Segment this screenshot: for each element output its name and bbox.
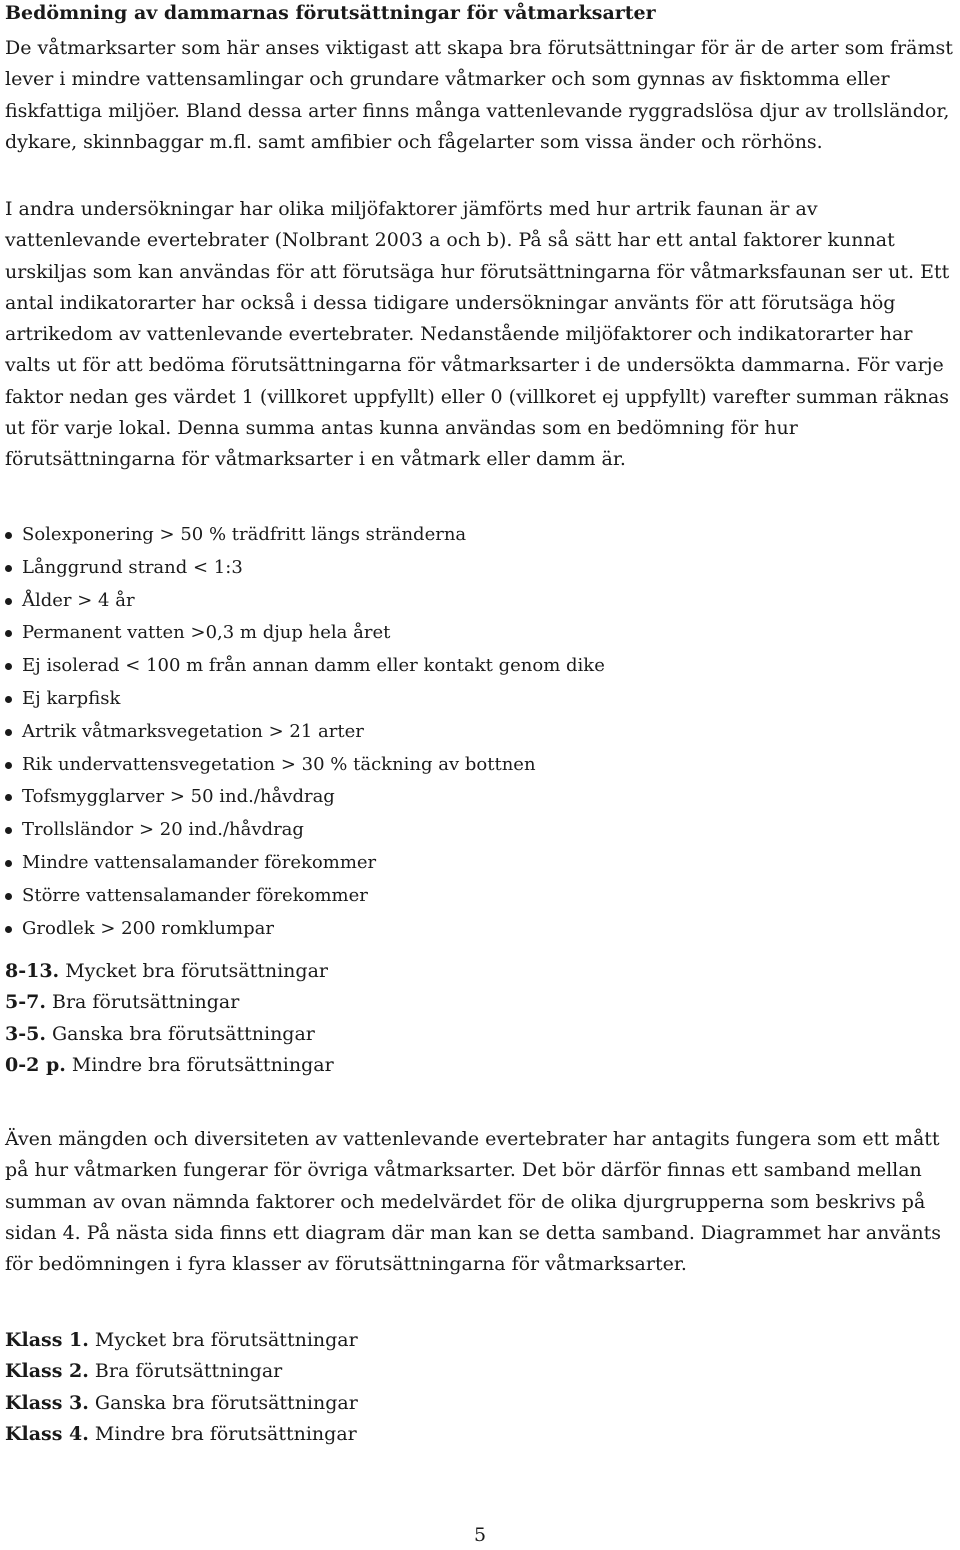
bullet-icon — [5, 598, 12, 605]
factor-item — [5, 585, 605, 618]
factor-item — [5, 749, 605, 782]
class-label: Klass 2. — [5, 1360, 89, 1383]
factor-text: Artrik våtmarksvegetation > 21 arter — [22, 720, 364, 742]
score-row — [5, 956, 334, 987]
factor-item — [5, 650, 605, 683]
bullet-icon — [5, 860, 12, 867]
bullet-icon — [5, 696, 12, 703]
method-paragraph: I andra undersökningar har olika miljöfaktorer jämförts med hur artrik faunan är av vattenlevande evertebrater (Nolbrant 2003 a och b). På så sätt har ett antal faktorer kunnat urskiljas som kan användas för att förutsäga hur förutsättningarna för våtmarksfaunan ser ut. Ett antal indikatorarter har också i dessa tidigare undersökningar använts för att förutsäga hög artrikedom av vattenlevande evertebrater. Nedanstående miljöfaktorer och indikatorarter har valts ut för att bedöma förutsättningarna för våtmarksarter i de undersökta dammarna. För varje faktor nedan ges värdet 1 (villkoret uppfyllt) eller 0 (villkoret ej uppfyllt) varefter summan räknas ut för varje lokal. Denna summa antas kunna användas som en bedömning för hur förutsättningarna för våtmarksarter i en våtmark eller damm är. — [5, 198, 950, 471]
factor-item — [5, 683, 605, 716]
class-text: Bra förutsättningar — [88, 1360, 283, 1383]
factor-text: Långgrund strand < 1:3 — [22, 556, 243, 578]
bullet-icon — [5, 630, 12, 637]
factor-text: Ålder > 4 år — [22, 589, 135, 611]
intro-paragraph: De våtmarksarter som här anses viktigast att skapa bra förutsättningar för är de arter som främst lever i mindre vattensamlingar och grundare våtmarker och som gynnas av fisktomma eller fiskfattiga miljöer. Bland dessa arter finns många vattenlevande ryggradslösa djur av trollsländor, dykare, skinnbaggar m.fl. samt amfibier och fågelarter som vissa änder och rörhöns. — [5, 37, 953, 153]
factor-text: Ej karpfisk — [22, 687, 121, 709]
class-list — [5, 1325, 358, 1450]
score-row — [5, 1019, 334, 1050]
factor-item — [5, 781, 605, 814]
bullet-icon — [5, 663, 12, 670]
factor-item — [5, 913, 605, 946]
factor-text: Ej isolerad < 100 m från annan damm eller kontakt genom dike — [22, 655, 605, 677]
section-heading: Bedömning av dammarnas förutsättningar för våtmarksarter — [5, 2, 656, 24]
factor-item — [5, 814, 605, 847]
score-text: Ganska bra förutsättningar — [45, 1022, 315, 1045]
factor-text: Trollsländor > 20 ind./håvdrag — [22, 819, 304, 841]
page-number: 5 — [473, 1524, 487, 1546]
score-range: 3-5. — [5, 1022, 46, 1045]
factor-list — [5, 519, 605, 945]
class-label: Klass 3. — [5, 1391, 89, 1414]
factor-item — [5, 617, 605, 650]
class-label: Klass 1. — [5, 1329, 89, 1351]
factor-text: Permanent vatten >0,3 m djup hela året — [22, 622, 391, 644]
bullet-icon — [5, 532, 12, 539]
score-row — [5, 1050, 334, 1081]
bullet-icon — [5, 893, 12, 900]
class-text: Mycket bra förutsättningar — [88, 1329, 358, 1351]
class-text: Mindre bra förutsättningar — [88, 1422, 357, 1445]
bullet-icon — [5, 762, 12, 769]
score-text: Mindre bra förutsättningar — [65, 1053, 334, 1076]
factor-text: Grodlek > 200 romklumpar — [22, 917, 274, 939]
class-text: Ganska bra förutsättningar — [88, 1391, 358, 1414]
score-range: 5-7. — [5, 991, 46, 1014]
class-row — [5, 1325, 358, 1356]
factor-item — [5, 552, 605, 585]
bullet-icon — [5, 729, 12, 736]
bullet-icon — [5, 794, 12, 801]
score-range: 8-13. — [5, 960, 60, 982]
factor-item — [5, 847, 605, 880]
bullet-icon — [5, 926, 12, 933]
factor-text: Solexponering > 50 % trädfritt längs stränderna — [22, 524, 467, 545]
factor-item — [5, 880, 605, 913]
score-text: Mycket bra förutsättningar — [59, 960, 328, 982]
factor-item — [5, 519, 605, 552]
class-row — [5, 1388, 358, 1419]
score-scale — [5, 956, 334, 1081]
factor-item — [5, 716, 605, 749]
score-text: Bra förutsättningar — [45, 991, 240, 1014]
class-row — [5, 1356, 358, 1387]
score-row — [5, 987, 334, 1018]
bullet-icon — [5, 827, 12, 834]
score-range: 0-2 p. — [5, 1053, 66, 1076]
bullet-icon — [5, 565, 12, 572]
class-label: Klass 4. — [5, 1422, 89, 1445]
factor-text: Mindre vattensalamander förekommer — [22, 851, 377, 873]
factor-text: Tofsmygglarver > 50 ind./håvdrag — [22, 786, 335, 808]
diversity-paragraph: Även mängden och diversiteten av vattenlevande evertebrater har antagits fungera som ett mått på hur våtmarken fungerar för övriga våtmarksarter. Det bör därför finnas ett samband mellan summan av ovan nämnda faktorer och medelvärdet för de olika djurgrupperna som beskrivs på sidan 4. På nästa sida finns ett diagram där man kan se detta samband. Diagrammet har använts för bedömningen i fyra klasser av förutsättningarna för våtmarksarter. — [5, 1128, 942, 1276]
factor-text: Större vattensalamander förekommer — [22, 884, 368, 906]
factor-text: Rik undervattensvegetation > 30 % täckning av bottnen — [22, 753, 536, 775]
class-row — [5, 1419, 358, 1450]
